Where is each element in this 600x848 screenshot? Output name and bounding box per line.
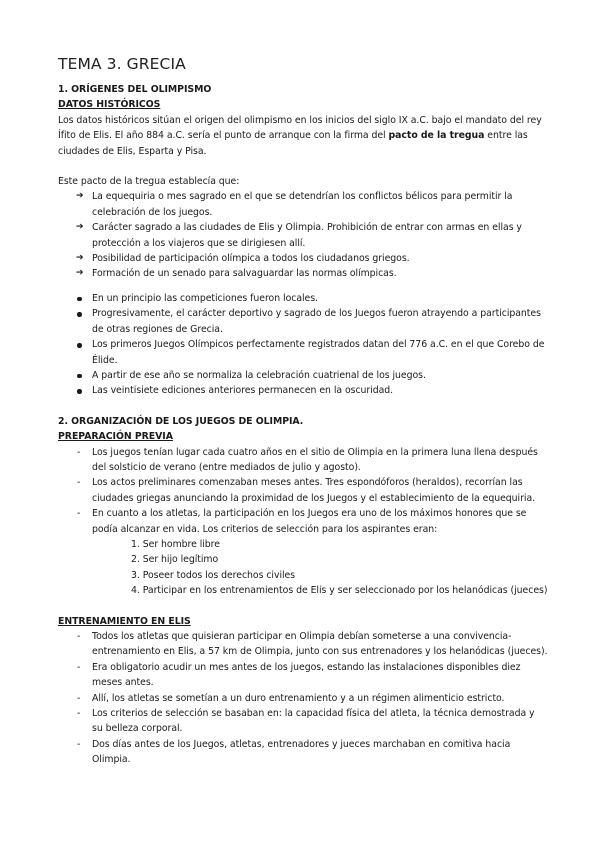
list-item: ➔ La equequiria o mes sagrado en el que se detendrían los conflictos bélicos para permitir la celebración de los juegos.: [76, 191, 513, 218]
list-item: ➔ Posibilidad de participación olímpica a todos los ciudadanos griegos.: [58, 251, 548, 266]
bullet-icon: [77, 312, 82, 317]
list-item: 2. Ser hijo legítimo: [131, 554, 219, 566]
list-item: 3. Poseer todos los derechos civiles: [131, 569, 296, 581]
section-2-heading: 2. ORGANIZACIÓN DE LOS JUEGOS DE OLIMPIA.: [58, 415, 304, 427]
preparation-list: [58, 445, 548, 537]
training-list: [58, 629, 548, 768]
document-body: [58, 82, 548, 768]
section-1-heading: 1. ORÍGENES DEL OLIMPISMO: [58, 84, 212, 95]
dash-icon: -: [77, 692, 81, 704]
page-title: TEMA 3. GRECIA: [58, 55, 186, 73]
list-item: ➔ Carácter sagrado a las ciudades de Elis y Olimpia. Prohibición de entrar con armas en ellas y protección a los viajeros que se dirigiesen allí.: [76, 222, 522, 249]
list-item: - En cuanto a los atletas, la participación en los Juegos era uno de los máximos honores que se podía alcanzar en vida. Los criterios de selección para los aspirantes eran:: [77, 508, 527, 535]
list-item: Progresivamente, el carácter deportivo y sagrado de los Juegos fueron atrayendo a participantes de otras regiones de Grecia.: [58, 306, 548, 337]
section-3-subheading: ENTRENAMIENTO EN ELIS: [58, 615, 191, 627]
bullet-icon: [77, 374, 82, 379]
bullet-icon: [77, 389, 82, 394]
selection-criteria-list: [58, 537, 548, 599]
section-2-subheading: PREPARACIÓN PREVIA: [58, 431, 173, 443]
pact-terms-list: [58, 189, 548, 281]
dash-icon: -: [77, 738, 81, 750]
intro-paragraph: Los datos históricos sitúan el origen del olimpismo en los inicios del siglo IX a.C. bajo el mandato del rey Ífito de Elis. El año 884 a.C. sería el punto de arranque con la firma del pacto de la tregua entre las ciudades de Elis, Esparta y Pisa.: [58, 114, 542, 157]
list-item: - Los criterios de selección se basaban en: la capacidad física del atleta, la técnica demostrada y su belleza corporal.: [77, 708, 535, 735]
arrow-icon: ➔: [76, 268, 84, 279]
dash-icon: -: [77, 661, 81, 673]
list-item: - Todos los atletas que quisieran participar en Olimpia debían someterse a una convivencia-entrenamiento en Elis, a 57 km de Olimpia, junto con sus entrenadores y los helanódicas (jueces).: [77, 631, 548, 658]
list-item: En un principio las competiciones fueron locales.: [58, 291, 548, 306]
intro-bold-term: pacto de la tregua: [388, 130, 485, 142]
arrow-icon: ➔: [76, 253, 84, 264]
pact-lead: Este pacto de la tregua establecía que:: [58, 176, 240, 188]
list-item: - Los actos preliminares comenzaban meses antes. Tres espondóforos (heraldos), recorrían las ciudades griegas anunciando la proximidad de los Juegos y el establecimiento de la equequiria.: [77, 477, 536, 504]
list-item: 4. Participar en los entrenamientos de Elis y ser seleccionado por los helanódicas (jueces): [131, 585, 548, 597]
dash-icon: -: [77, 477, 81, 489]
list-item: 1. Ser hombre libre: [131, 538, 220, 550]
list-item: Las veintisiete ediciones anteriores permanecen en la oscuridad.: [58, 383, 548, 398]
section-1-subheading: DATOS HISTÓRICOS: [58, 99, 161, 111]
history-bullet-list: [58, 291, 548, 399]
bullet-icon: [77, 343, 82, 348]
dash-icon: -: [77, 708, 81, 720]
dash-icon: -: [77, 508, 81, 520]
list-item: Los primeros Juegos Olímpicos perfectamente registrados datan del 776 a.C. en el que Corebo de Élide.: [58, 337, 548, 368]
list-item: ➔ Formación de un senado para salvaguardar las normas olímpicas.: [58, 266, 548, 281]
dash-icon: -: [77, 446, 81, 458]
list-item: - Los juegos tenían lugar cada cuatro años en el sitio de Olimpia en la primera luna llena después del solsticio de verano (entre mediados de julio y agosto).: [77, 446, 538, 473]
arrow-icon: ➔: [76, 191, 84, 202]
list-item: - Dos días antes de los Juegos, atletas, entrenadores y jueces marchaban en comitiva hacia Olimpia.: [77, 738, 511, 766]
arrow-icon: ➔: [76, 222, 84, 233]
list-item: A partir de ese año se normaliza la celebración cuatrienal de los juegos.: [58, 368, 548, 383]
dash-icon: -: [77, 631, 81, 642]
list-item: - Allí, los atletas se sometían a un duro entrenamiento y a un régimen alimenticio estricto.: [58, 691, 548, 706]
bullet-icon: [77, 297, 82, 302]
list-item: - Era obligatorio acudir un mes antes de los juegos, estando las instalaciones disponibles diez meses antes.: [77, 661, 521, 689]
